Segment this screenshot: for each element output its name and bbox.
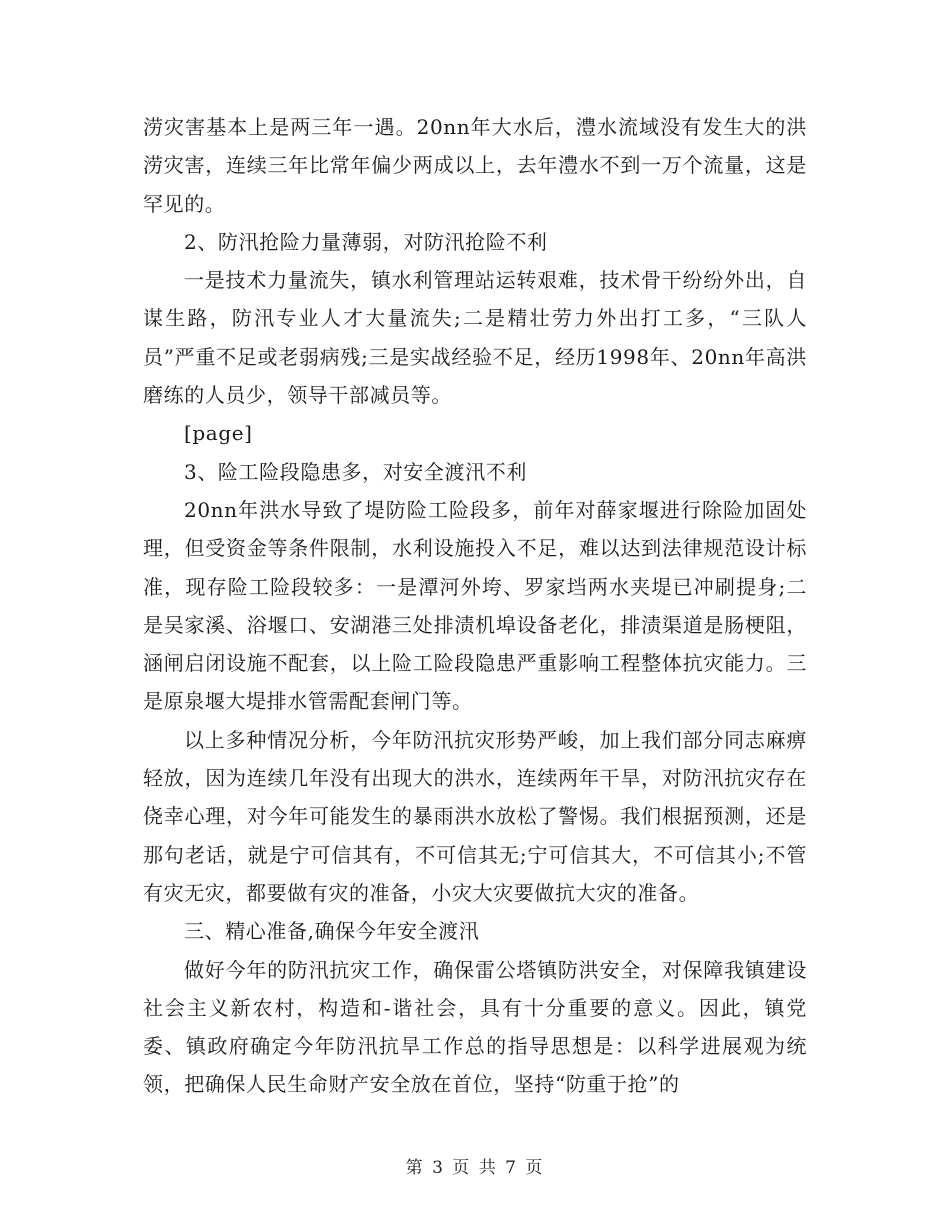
document-body (143, 108, 807, 1104)
section-heading-2: 2、防汛抢险力量薄弱，对防汛抢险不利 (184, 229, 548, 254)
page-number-footer: 第 3 页 共 7 页 (405, 1158, 545, 1178)
paragraph-1: 涝灾害基本上是两三年一遇。20nn年大水后，澧水流域没有发生大的洪涝灾害，连续三年比常年偏少两成以上，去年澧水不到一万个流量，这是罕见的。 (143, 115, 807, 216)
paragraph-9: 做好今年的防汛抗灾工作，确保雷公塔镇防洪安全，对保障我镇建设社会主义新农村，构造和-谐社会，具有十分重要的意义。因此，镇党委、镇政府确定今年防汛抗旱工作总的指导思想是：以科学进展观为统领，把确保人民生命财产安全放在首位，坚持“防重于抢”的 (143, 957, 807, 1097)
section-heading-three: 三、精心准备,确保今年安全渡汛 (184, 919, 480, 944)
page-marker: [page] (184, 421, 253, 446)
paragraph-3: 一是技术力量流失，镇水利管理站运转艰难，技术骨干纷纷外出，自谋生路，防汛专业人才大量流失;二是精壮劳力外出打工多，“三队人员”严重不足或老弱病残;三是实战经验不足，经历1998年、20nn年高洪磨练的人员少，领导干部减员等。 (143, 268, 807, 408)
section-heading-3: 3、险工险段隐患多，对安全渡汛不利 (184, 459, 527, 484)
paragraph-7: 以上多种情况分析，今年防汛抗灾形势严峻，加上我们部分同志麻痹轻放，因为连续几年没有出现大的洪水，连续两年干旱，对防汛抗灾存在侥幸心理，对今年可能发生的暴雨洪水放松了警惕。我们根据预测，还是那句老话，就是宁可信其有，不可信其无;宁可信其大，不可信其小;不管有灾无灾，都要做有灾的准备，小灾大灾要做抗大灾的准备。 (143, 727, 807, 905)
paragraph-6: 20nn年洪水导致了堤防险工险段多，前年对薛家堰进行除险加固处理，但受资金等条件限制，水利设施投入不足，难以达到法律规范设计标准，现存险工险段较多：一是潭河外垮、罗家垱两水夹堤已冲刷提身;二是吴家溪、浴堰口、安湖港三处排渍机埠设备老化，排渍渠道是肠梗阻，涵闸启闭设施不配套，以上险工险段隐患严重影响工程整体抗灾能力。三是原泉堰大堤排水管需配套闸门等。 (143, 497, 807, 714)
